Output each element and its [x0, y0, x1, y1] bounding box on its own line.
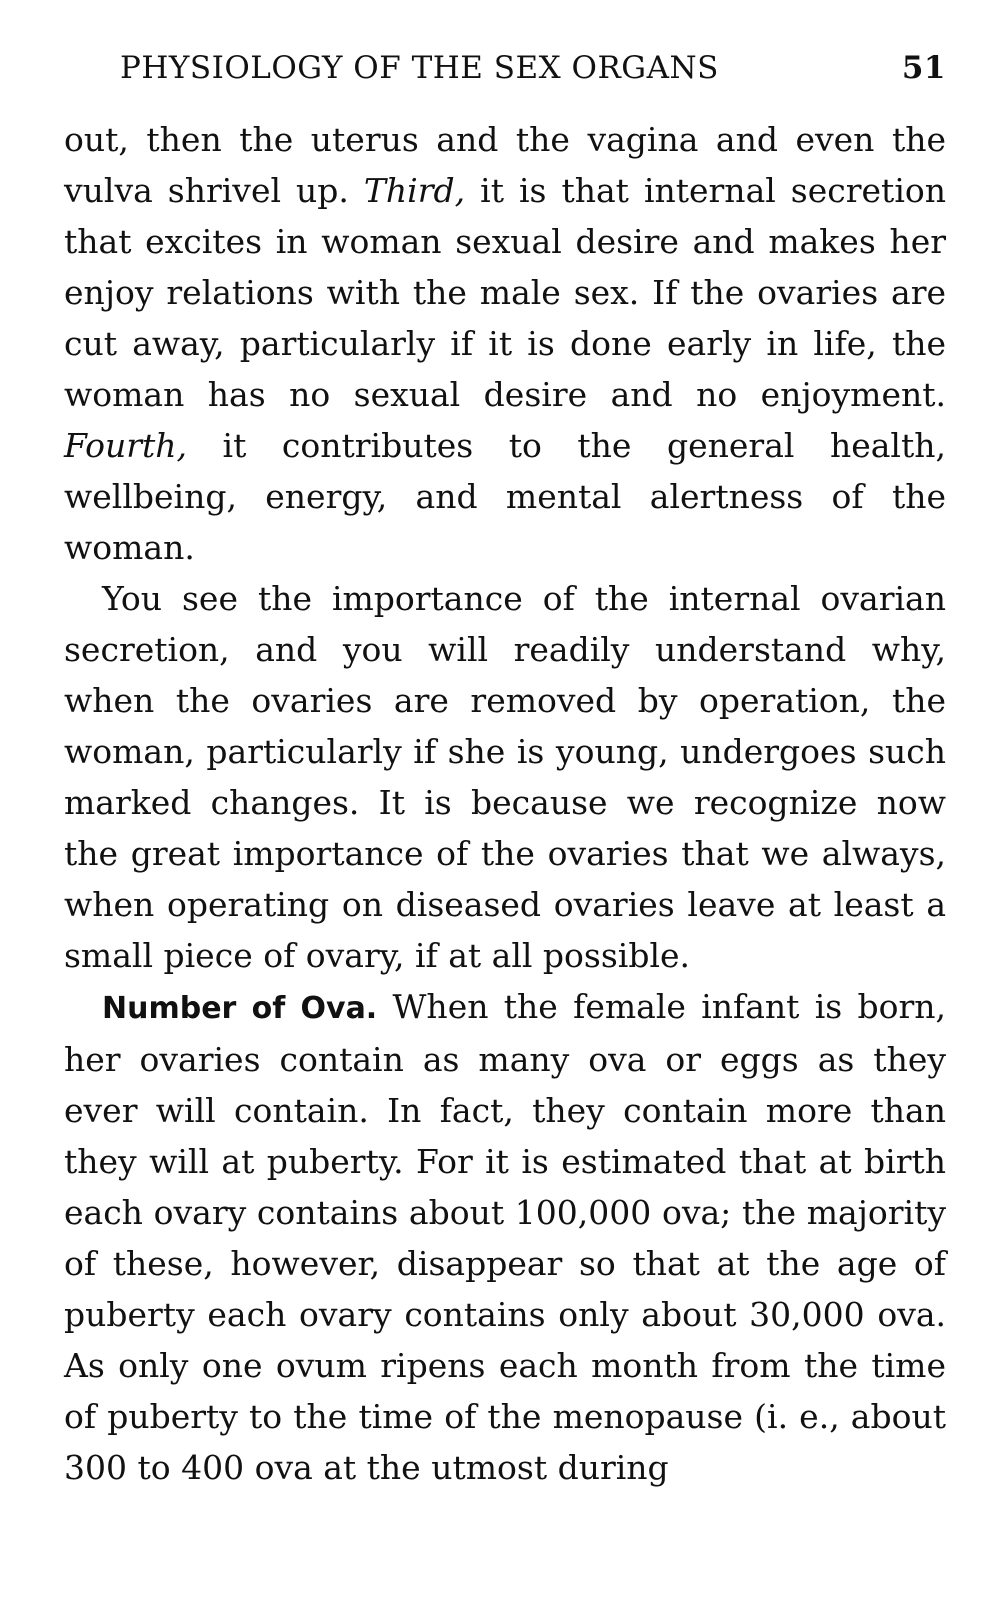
page-number: 51 [901, 50, 946, 86]
running-head [64, 40, 946, 96]
paragraph-ovarian-secretion [64, 573, 946, 981]
paragraph-text: You see the importance of the internal ovarian secretion, and you will readily understand why, when the ovaries are removed by operation, the woman, particularly if she is young, undergoes such marked changes. It is because we recognize now the great importance of the ovaries that we always, when operating on diseased ovaries leave at least a small piece of ovary, if at all possible. [64, 579, 946, 975]
body-text [64, 114, 946, 1493]
paragraph-continuation [64, 114, 946, 573]
book-page [64, 40, 946, 1493]
paragraph-text: out, then the uterus and the vagina and even the vulva shrivel up. [64, 120, 946, 210]
section-heading: Number of Ova. [102, 991, 378, 1026]
paragraph-text: it is that internal secretion that excites in woman sexual desire and makes her enjoy relations with the male sex. If the ovaries are cut away, particularly if it is done early in life, the woman has no sexual desire and no enjoyment. [64, 171, 946, 414]
running-title: PHYSIOLOGY OF THE SEX ORGANS [120, 50, 719, 86]
paragraph-text: When the female infant is born, her ovaries contain as many ova or eggs as they ever will contain. In fact, they contain more than they will at puberty. For it is estimated that at birth each ovary contains about 100,000 ova; the majority of these, however, disappear so that at the age of puberty each ovary contains only about 30,000 ova. As only one ovum ripens each month from the time of puberty to the time of the menopause (i. e., about 300 to 400 ova at the utmost during [64, 987, 946, 1487]
paragraph-number-of-ova [64, 981, 946, 1493]
italic-emphasis-fourth: Fourth, [64, 426, 187, 465]
paragraph-text: it contributes to the general health, wellbeing, energy, and mental alertness of the woman. [64, 426, 946, 567]
italic-emphasis-third: Third, [363, 171, 466, 210]
